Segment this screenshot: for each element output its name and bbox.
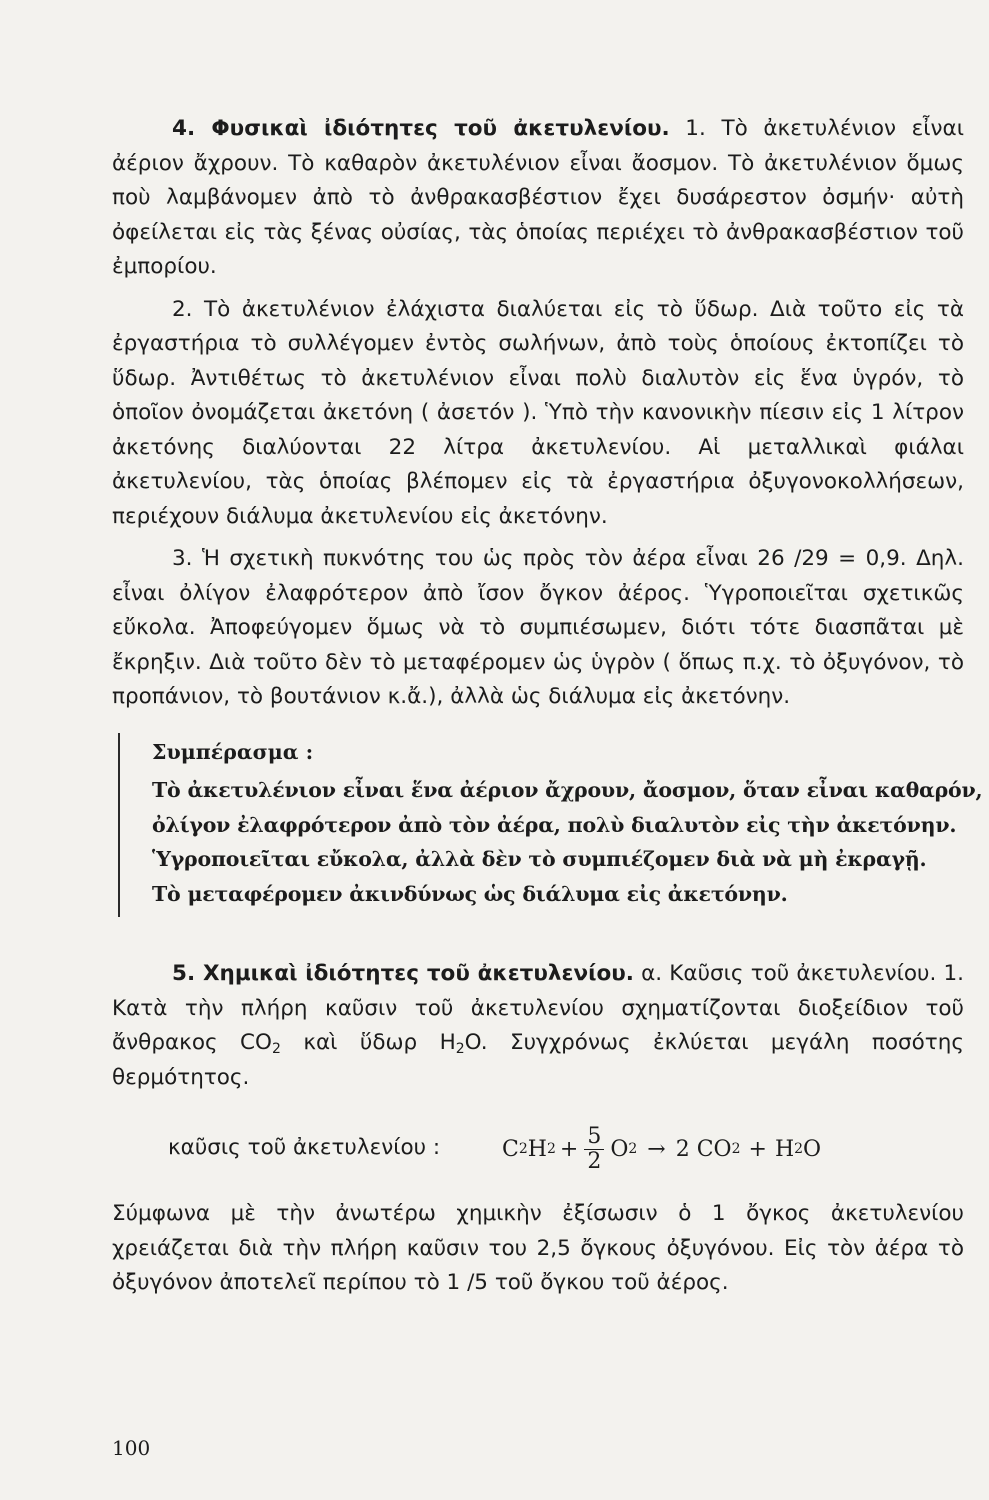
section-5-text-c: O. Συγχρόνως ἐκλύεται μεγάλη ποσότης θερμότητος. bbox=[112, 1030, 964, 1090]
fraction-numerator: 5 bbox=[584, 1125, 604, 1150]
fraction bbox=[584, 1125, 604, 1174]
section-5-paragraph-1 bbox=[112, 957, 964, 1095]
reactant-h: H bbox=[527, 1136, 547, 1162]
conclusion-box bbox=[118, 733, 983, 918]
plus-sign: + bbox=[748, 1136, 767, 1162]
section-5-text-a: α. Καῦσις τοῦ ἀκετυλενίου. 1. Κατὰ τὴν πλήρη καῦσιν τοῦ ἀκετυλενίου σχηματίζονται διοξείδιον τοῦ ἄνθρακος CO bbox=[112, 961, 964, 1055]
subscript: 2 bbox=[455, 1041, 465, 1057]
conclusion-line: Ὑγροποιεῖται εὔκολα, ἀλλὰ δὲν τὸ συμπιέζομεν διὰ νὰ μὴ ἐκραγῇ. bbox=[152, 847, 927, 871]
product-co2: 2 CO bbox=[675, 1136, 732, 1162]
equation-formula: C 2 H 2 + $\frac{5}{2}$ O 2 → 2 CO 2 + H 2 O bbox=[502, 1123, 822, 1174]
page-content bbox=[112, 112, 983, 1301]
conclusion-line: Τὸ ἀκετυλένιον εἶναι ἕνα ἀέριον ἄχρουν, ἄοσμον, ὅταν εἶναι καθαρόν, bbox=[152, 778, 983, 802]
section-5-heading: 5. Χημικαὶ ἰδιότητες τοῦ ἀκετυλενίου. bbox=[172, 961, 634, 986]
section-4-paragraph-2: 2. Τὸ ἀκετυλένιον ἐλάχιστα διαλύεται εἰς τὸ ὕδωρ. Διὰ τοῦτο εἰς τὰ ἐργαστήρια τὸ συλλέγομεν ἐντὸς σωλήνων, ἀπὸ τοὺς ὁποίους ἐκτοπίζει τὸ ὕδωρ. Ἀντιθέτως τὸ ἀκετυλένιον εἶναι πολὺ διαλυτὸν εἰς ἕνα ὑγρόν, τὸ ὁποῖον ὀνομάζεται ἀκετόνη ( ἀσετόν ). Ὑπὸ τὴν κανονικὴν πίεσιν εἰς 1 λίτρον ἀκετόνης διαλύονται 22 λίτρα ἀκετυλενίου. Αἱ μεταλλικαὶ φιάλαι ἀκετυλενίου, τὰς ὁποίας βλέπομεν εἰς τὰ ἐργαστήρια ὀξυγονοκολλήσεων, περιέχουν διάλυμα ἀκετυλενίου εἰς ἀκετόνην. bbox=[112, 296, 964, 529]
fraction-denominator: 2 bbox=[587, 1148, 602, 1174]
combustion-equation bbox=[112, 1115, 964, 1185]
plus-sign: + bbox=[559, 1136, 579, 1162]
section-4-paragraph-1 bbox=[112, 112, 964, 285]
section-4-text-1: 1. Τὸ ἀκετυλένιον εἶναι ἀέριον ἄχρουν. Τὸ καθαρὸν ἀκετυλένιον εἶναι ἄοσμον. Τὸ ἀκετυλένιον ὅμως ποὺ λαμβάνομεν ἀπὸ τὸ ἀνθρακασβέστιον ἔχει δυσάρεστον ὀσμήν· αὐτὴ ὀφείλεται εἰς τὰς ξένας οὐσίας, τὰς ὁποίας περιέχει τὸ ἀνθρακασβέστιον τοῦ ἐμπορίου. bbox=[112, 116, 964, 279]
section-4-heading: 4. Φυσικαὶ ἰδιότητες τοῦ ἀκετυλενίου. bbox=[172, 116, 670, 141]
reactant-c: C bbox=[502, 1136, 519, 1162]
product-h: H bbox=[774, 1136, 795, 1162]
conclusion-title: Συμπέρασμα : bbox=[152, 739, 314, 764]
conclusion-line: Τὸ μεταφέρομεν ἀκινδύνως ὡς διάλυμα εἰς ἀκετόνην. bbox=[152, 881, 788, 906]
equation-label: καῦσις τοῦ ἀκετυλενίου : bbox=[168, 1135, 441, 1160]
section-5-paragraph-2: Σύμφωνα μὲ τὴν ἀνωτέρω χημικὴν ἐξίσωσιν ὁ 1 ὄγκος ἀκετυλενίου χρειάζεται διὰ τὴν πλήρη καῦσιν του 2,5 ὄγκους ὀξυγόνου. Εἰς τὸν ἀέρα τὸ ὀξυγόνον ἀποτελεῖ περίπου τὸ 1 /5 τοῦ ὄγκου τοῦ ἀέρος. bbox=[112, 1201, 964, 1295]
product-o: O bbox=[803, 1136, 822, 1162]
section-5-text-b: καὶ ὕδωρ H bbox=[280, 1030, 456, 1055]
reaction-arrow: → bbox=[647, 1136, 666, 1162]
section-4-paragraph-3: 3. Ἡ σχετικὴ πυκνότης του ὡς πρὸς τὸν ἀέρα εἶναι 26 /29 = 0,9. Δηλ. εἶναι ὀλίγον ἐλαφρότερον ἀπὸ ἴσον ὄγκον ἀέρος. Ὑγροποιεῖται σχετικῶς εὔκολα. Ἀποφεύγομεν ὅμως νὰ τὸ συμπιέσωμεν, διότι τότε διασπᾶται μὲ ἔκρηξιν. Διὰ τοῦτο δὲν τὸ μεταφέρομεν ὡς ὑγρὸν ( ὅπως π.χ. τὸ ὀξυγόνον, τὸ προπάνιον, τὸ βουτάνιον κ.ἄ.), ἀλλὰ ὡς διάλυμα εἰς ἀκετόνην. bbox=[112, 546, 964, 709]
page-number: 100 bbox=[112, 1436, 151, 1460]
oxygen: O bbox=[610, 1136, 629, 1162]
subscript: 2 bbox=[271, 1041, 281, 1057]
conclusion-line: ὀλίγον ἐλαφρότερον ἀπὸ τὸν ἀέρα, πολὺ διαλυτὸν εἰς τὴν ἀκετόνην. bbox=[152, 812, 957, 837]
